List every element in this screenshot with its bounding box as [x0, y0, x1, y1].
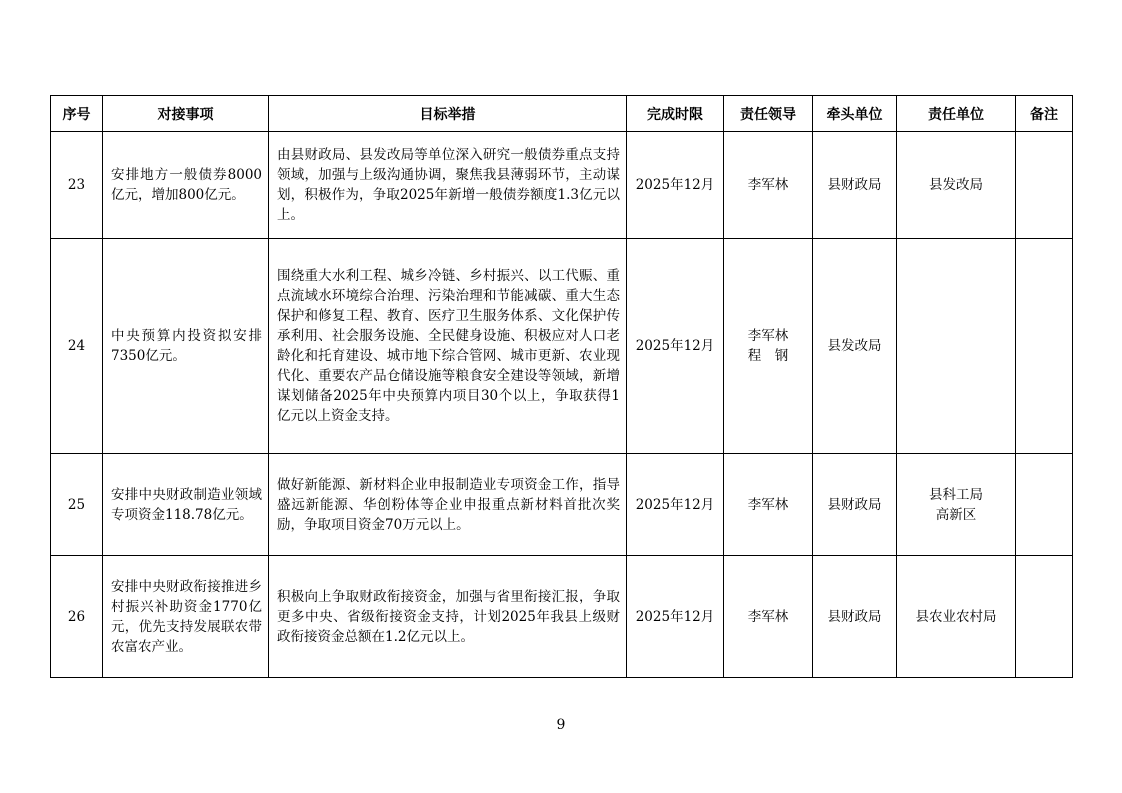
resp-unit-name: 县发改局: [929, 177, 983, 193]
cell-leader: [724, 454, 813, 556]
cell-leader: [724, 556, 813, 678]
header-resp-unit: 责任单位: [897, 96, 1016, 132]
table-body: [51, 132, 1073, 678]
cell-resp-unit: [897, 454, 1016, 556]
cell-remark: [1016, 132, 1073, 239]
header-remark: 备注: [1016, 96, 1073, 132]
header-no: 序号: [51, 96, 103, 132]
cell-no: 26: [51, 556, 103, 678]
leader-name: 李军林: [747, 608, 789, 625]
header-leader: 责任领导: [724, 96, 813, 132]
page-number: 9: [556, 717, 566, 733]
cell-matter: 安排地方一般债券8000亿元，增加800亿元。: [103, 132, 269, 239]
header-deadline: 完成时限: [627, 96, 724, 132]
resp-unit-name: 县农业农村局: [915, 608, 997, 625]
cell-lead-unit: 县财政局: [813, 556, 897, 678]
cell-resp-unit: [897, 556, 1016, 678]
cell-remark: [1016, 454, 1073, 556]
cell-measure: 积极向上争取财政衔接资金，加强与省里衔接汇报，争取更多中央、省级衔接资金支持，计划2025年我县上级财政衔接资金总额在1.2亿元以上。: [269, 556, 627, 678]
cell-matter: 中央预算内投资拟安排7350亿元。: [103, 239, 269, 454]
header-lead-unit: 牵头单位: [813, 96, 897, 132]
resp-unit-name: 县科工局: [929, 486, 983, 503]
cell-measure: 做好新能源、新材料企业申报制造业专项资金工作，指导盛远新能源、华创粉体等企业申报重点新材料首批次奖励，争取项目资金70万元以上。: [269, 454, 627, 556]
cell-leader: [724, 239, 813, 454]
header-measure: 目标举措: [269, 96, 627, 132]
cell-no: 25: [51, 454, 103, 556]
cell-deadline: 2025年12月: [627, 454, 724, 556]
cell-no: 24: [51, 239, 103, 454]
cell-deadline: 2025年12月: [627, 132, 724, 239]
resp-unit-name: 高新区: [935, 506, 977, 523]
cell-remark: [1016, 239, 1073, 454]
table-header: [51, 96, 1073, 132]
leader-name: 程 钢: [747, 348, 789, 364]
cell-no: 23: [51, 132, 103, 239]
table-row: [51, 132, 1073, 239]
table-row: [51, 239, 1073, 454]
leader-name: 李军林: [747, 328, 789, 344]
leader-name: 李军林: [747, 177, 789, 193]
leader-name: 李军林: [747, 496, 789, 513]
cell-matter: 安排中央财政制造业领域专项资金118.78亿元。: [103, 454, 269, 556]
cell-lead-unit: 县财政局: [813, 454, 897, 556]
cell-leader: [724, 132, 813, 239]
cell-lead-unit: 县财政局: [813, 132, 897, 239]
cell-measure: 由县财政局、县发改局等单位深入研究一般债券重点支持领域，加强与上级沟通协调，聚焦我县薄弱环节，主动谋划，积极作为，争取2025年新增一般债券额度1.3亿元以上。: [269, 132, 627, 239]
cell-deadline: 2025年12月: [627, 556, 724, 678]
table-row: [51, 556, 1073, 678]
table-row: [51, 454, 1073, 556]
task-table: [50, 95, 1073, 678]
cell-lead-unit: 县发改局: [813, 239, 897, 454]
cell-resp-unit: [897, 132, 1016, 239]
task-table-container: [50, 95, 1072, 678]
cell-deadline: 2025年12月: [627, 239, 724, 454]
header-row: [51, 96, 1073, 132]
cell-remark: [1016, 556, 1073, 678]
cell-matter: 安排中央财政衔接推进乡村振兴补助资金1770亿元，优先支持发展联农带农富农产业。: [103, 556, 269, 678]
cell-measure: 围绕重大水利工程、城乡冷链、乡村振兴、以工代赈、重点流域水环境综合治理、污染治理和节能减碳、重大生态保护和修复工程、教育、医疗卫生服务体系、文化保护传承利用、社会服务设施、全民健身设施、积极应对人口老龄化和托育建设、城市地下综合管网、城市更新、农业现代化、重要农产品仓储设施等粮食安全建设等领域，新增谋划储备2025年中央预算内项目30个以上，争取获得1亿元以上资金支持。: [269, 239, 627, 454]
cell-resp-unit: [897, 239, 1016, 454]
header-matter: 对接事项: [103, 96, 269, 132]
